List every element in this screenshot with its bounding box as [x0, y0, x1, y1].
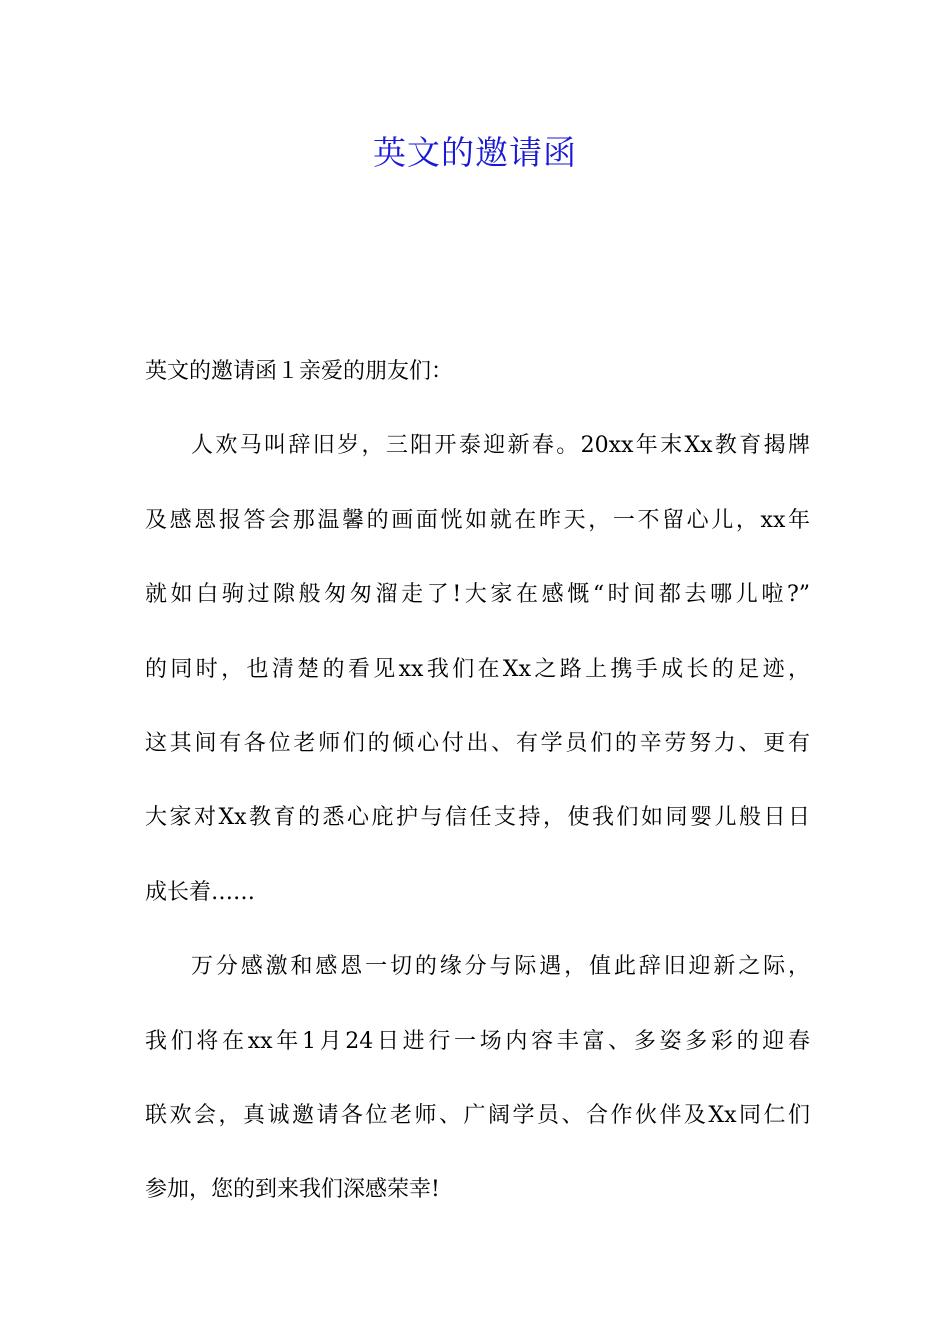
text-line: 及感恩报答会那温馨的画面恍如就在昨天，一不留心儿，xx年 — [145, 507, 810, 533]
text-line: 英文的邀请函１亲爱的朋友们： — [145, 359, 454, 384]
text-line: 我们将在xx年1月24日进行一场内容丰富、多姿多彩的迎春 — [145, 1028, 810, 1054]
greeting-line — [145, 335, 810, 409]
text-line: 联欢会，真诚邀请各位老师、广阔学员、合作伙伴及Xx同仁们 — [145, 1103, 810, 1129]
text-line: 万分感激和感恩一切的缘分与际遇，值此辞旧迎新之际， — [191, 954, 810, 980]
text-line: 成长着…… — [145, 879, 256, 905]
text-line: 人欢马叫辞旧岁，三阳开泰迎新春。20xx年末Xx教育揭牌 — [191, 433, 810, 459]
text-line: 就如白驹过隙般匆匆溜走了!大家在感慨“时间都去哪儿啦?” — [145, 582, 810, 608]
document-body — [145, 335, 810, 1228]
text-line: 大家对Xx教育的悉心庇护与信任支持，使我们如同婴儿般日日 — [145, 805, 810, 831]
paragraph-1 — [145, 409, 810, 930]
text-line: 参加，您的到来我们深感荣幸! — [145, 1177, 440, 1203]
text-line: 的同时，也清楚的看见xx我们在Xx之路上携手成长的足迹， — [145, 656, 810, 682]
document-title: 英文的邀请函 — [373, 133, 577, 172]
text-line: 这其间有各位老师们的倾心付出、有学员们的辛劳努力、更有 — [145, 731, 810, 757]
paragraph-2 — [145, 930, 810, 1228]
